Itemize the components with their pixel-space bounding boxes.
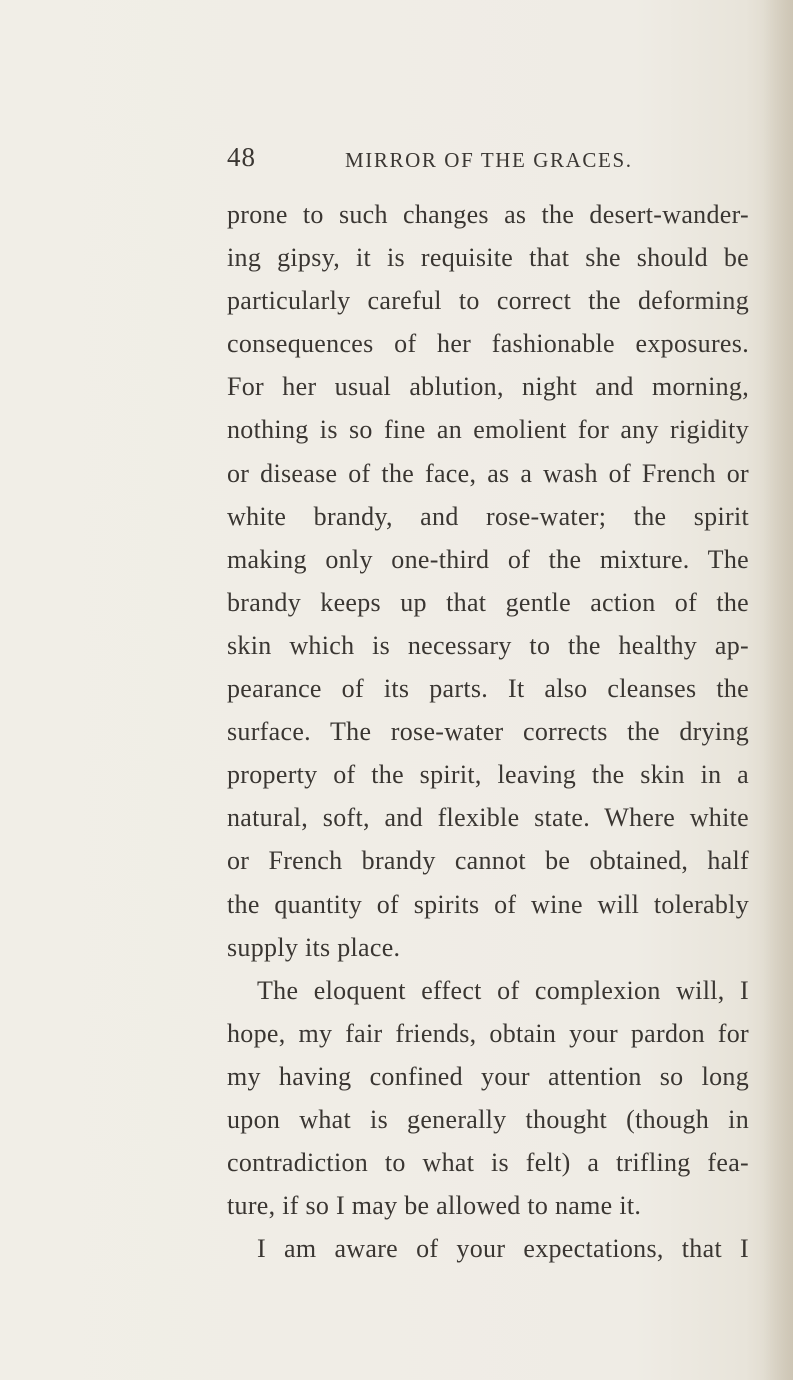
- text-line: property of the spirit, leaving the skin in a: [227, 760, 749, 790]
- text-line: prone to such changes as the desert-wander-: [227, 200, 749, 229]
- text-line: making only one-third of the mixture. The: [227, 544, 749, 574]
- text-line: particularly careful to correct the deforming: [227, 286, 749, 316]
- text-line: surface. The rose-water corrects the drying: [227, 717, 749, 747]
- text-line: consequences of her fashionable exposures.: [227, 329, 749, 359]
- paragraph-start-line: I am aware of your expectations, that I: [257, 1234, 749, 1264]
- page-edge-shadow: [763, 0, 793, 1380]
- paragraph-start-line: The eloquent effect of complexion will, I: [257, 975, 749, 1005]
- text-line: my having confined your attention so long: [227, 1061, 749, 1091]
- text-line: natural, soft, and flexible state. Where white: [227, 803, 749, 833]
- text-line: For her usual ablution, night and morning,: [227, 372, 749, 402]
- text-line: upon what is generally thought (though in: [227, 1104, 749, 1134]
- text-line: contradiction to what is felt) a trifling fea-: [227, 1148, 749, 1178]
- paragraph-end-line: ture, if so I may be allowed to name it.: [227, 1191, 642, 1221]
- text-line: or French brandy cannot be obtained, half: [227, 846, 749, 876]
- text-line: the quantity of spirits of wine will tolerably: [227, 889, 749, 919]
- paragraph-end-line: supply its place.: [227, 932, 401, 962]
- text-line: skin which is necessary to the healthy ap-: [227, 630, 749, 660]
- text-line: white brandy, and rose-water; the spirit: [227, 501, 749, 531]
- text-line: brandy keeps up that gentle action of the: [227, 587, 749, 617]
- running-title: MIRROR OF THE GRACES.: [345, 148, 633, 172]
- text-line: or disease of the face, as a wash of French or: [227, 458, 749, 488]
- text-line: ing gipsy, it is requisite that she should be: [227, 243, 749, 273]
- text-line: hope, my fair friends, obtain your pardon for: [227, 1018, 749, 1048]
- page-header: [227, 142, 747, 182]
- page-number: 48: [227, 142, 256, 172]
- body-text: [227, 193, 749, 1270]
- text-line: nothing is so fine an emolient for any rigidity: [227, 415, 749, 445]
- text-line: pearance of its parts. It also cleanses the: [227, 674, 749, 704]
